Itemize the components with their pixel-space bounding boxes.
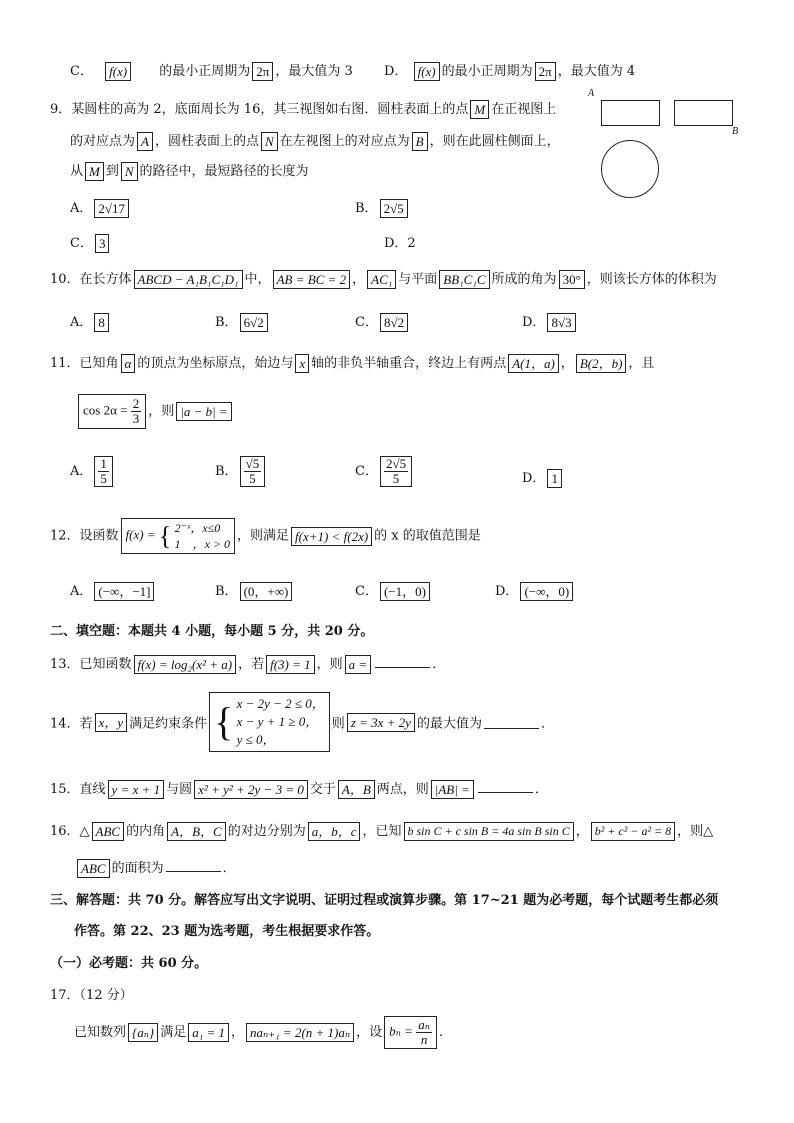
- math-box: y = x + 1: [108, 780, 165, 799]
- text: 与圆: [166, 782, 193, 797]
- math-box: x，y: [95, 713, 128, 732]
- q13: [50, 653, 445, 674]
- text: 在正视图上: [491, 102, 557, 117]
- text: 则: [331, 716, 345, 732]
- figure-label-b: B: [732, 126, 739, 137]
- math-box: BB₁C₁C: [439, 270, 489, 289]
- q8-option-c: [70, 60, 353, 81]
- math-box: N: [261, 132, 278, 151]
- answer-blank[interactable]: [484, 716, 539, 729]
- math-box: x² + y² + 2y − 3 = 0: [194, 780, 308, 799]
- text: ，则△: [677, 824, 714, 839]
- q11-option-a: [70, 456, 115, 487]
- q16-line-2: [75, 857, 236, 878]
- text: 的最小正周期为: [159, 64, 251, 79]
- math-box: 2π: [252, 62, 273, 81]
- text: 两点，则: [376, 782, 429, 797]
- option-label: D．: [522, 315, 546, 330]
- section-3-subheading: （一）必考题：共 60 分。: [50, 956, 208, 971]
- numerator: 2√5: [385, 456, 407, 471]
- text: 从: [70, 164, 84, 179]
- fraction: [384, 457, 408, 486]
- math-box: [380, 456, 412, 487]
- math-box: z = 3x + 2y: [347, 713, 415, 732]
- numerator: 1: [100, 456, 107, 471]
- math-box: ABC: [92, 822, 125, 841]
- text: 的内角: [126, 824, 166, 839]
- math-box: a₁ = 1: [188, 1023, 229, 1042]
- math-box: α: [121, 354, 136, 373]
- text: ．: [222, 861, 236, 876]
- q9-line-3: [70, 160, 309, 181]
- fraction: [131, 397, 142, 426]
- option-label: A．: [70, 464, 93, 479]
- option-label: C．: [355, 584, 378, 599]
- math-box: f(x) = log₂(x² + a): [134, 655, 237, 674]
- denominator: 5: [392, 471, 400, 486]
- cos-expression: cos 2α =: [83, 402, 128, 418]
- math-box: 30°: [559, 270, 585, 289]
- math-box: M: [85, 162, 104, 181]
- math-box: [94, 456, 113, 487]
- q10-option-d: [522, 311, 578, 332]
- math-box: a，b，c: [308, 822, 361, 841]
- text: 16．△: [50, 824, 90, 839]
- math-box: 1: [547, 469, 562, 488]
- math-box: [78, 394, 146, 429]
- fraction: [244, 457, 262, 486]
- option-label: D．: [522, 471, 546, 486]
- text: 的 x 的取值范围是: [374, 528, 481, 544]
- q9-line-1: [50, 98, 556, 119]
- text: 轴的非负半轴重合，终边上有两点: [311, 356, 507, 371]
- q11-option-b: [215, 456, 267, 487]
- math-box: A: [137, 132, 153, 151]
- q12-option-c: [355, 580, 432, 601]
- math-box: 6√2: [240, 313, 268, 332]
- text: 的最小正周期为: [441, 64, 533, 79]
- text: ，: [575, 824, 589, 839]
- math-box: naₙ₊₁ = 2(n + 1)aₙ: [246, 1023, 354, 1042]
- front-view-rect: [601, 100, 660, 126]
- q11-option-d: [522, 467, 564, 488]
- text: 满足: [160, 1025, 187, 1040]
- numerator: √5: [245, 456, 260, 471]
- answer-blank[interactable]: [375, 655, 430, 668]
- math-box: f(3) = 1: [266, 655, 315, 674]
- q17-heading: 17．（12 分）: [50, 988, 133, 1003]
- text: ，最大值为 4: [557, 64, 636, 79]
- text: ，: [560, 356, 574, 371]
- text: ，设: [356, 1025, 383, 1040]
- q8-option-d: [384, 60, 635, 81]
- text: 的最大值为: [416, 716, 482, 732]
- math-box: ABCD − A₁B₁C₁D₁: [134, 270, 243, 289]
- constraint-3: y ≤ 0，: [236, 732, 276, 747]
- text: 满足约束条件: [129, 716, 208, 732]
- math-box: (−1，0): [380, 582, 430, 601]
- constraint-2: x − y + 1 ≥ 0，: [236, 714, 319, 729]
- text: ，则: [148, 404, 175, 419]
- text: 与平面: [398, 272, 438, 287]
- math-box: [121, 518, 235, 554]
- q16-line-1: [50, 820, 713, 841]
- math-box: b² + c² − a² = 8: [591, 822, 675, 841]
- q9-option-a: [70, 197, 131, 218]
- q10-option-c: [355, 311, 410, 332]
- text: ．: [540, 716, 554, 732]
- numerator: aₙ: [418, 1017, 430, 1032]
- b-lhs: bₙ =: [389, 1023, 413, 1039]
- constraints: [237, 695, 325, 749]
- q11-condition: [76, 394, 234, 429]
- math-box: f(x+1) < f(2x): [291, 527, 372, 546]
- math-box: A，B: [338, 780, 375, 799]
- text: 12．设函数: [50, 528, 119, 544]
- q10-stem: [50, 268, 717, 289]
- option-label: C．: [355, 464, 378, 479]
- brace: {: [214, 699, 234, 744]
- text: ，则在此圆柱侧面上，: [429, 134, 560, 149]
- math-box: |AB| =: [431, 780, 474, 799]
- math-box: ABC: [77, 859, 110, 878]
- text: ．: [534, 782, 548, 797]
- option-label: B．: [355, 201, 378, 216]
- function-lhs: f(x) =: [125, 526, 156, 542]
- option-label: D．2: [384, 236, 416, 251]
- math-box: 2π: [535, 62, 556, 81]
- text: ．: [432, 657, 446, 672]
- q12-stem: [50, 518, 481, 554]
- q17-stem: [74, 1016, 443, 1049]
- math-box: f(x): [414, 62, 440, 81]
- text: 9．某圆柱的高为 2，底面周长为 16，其三视图如右图．圆柱表面上的点: [50, 102, 469, 117]
- math-box: x: [295, 354, 309, 373]
- figure-label-a: A: [588, 88, 595, 99]
- math-box: 8√2: [380, 313, 408, 332]
- math-box: 3: [95, 234, 110, 253]
- text: ，已知: [362, 824, 402, 839]
- math-box: [240, 456, 266, 487]
- option-label: D．: [384, 64, 408, 79]
- q12-option-b: [215, 580, 294, 601]
- fraction: [416, 1018, 432, 1047]
- text: 到: [105, 164, 119, 179]
- text: ，圆柱表面上的点: [154, 134, 259, 149]
- text: ，则该长方体的体积为: [586, 272, 717, 287]
- math-box: B: [412, 132, 428, 151]
- q9-option-d: [384, 232, 416, 251]
- text: ，最大值为 3: [275, 64, 353, 79]
- math-box: 2√17: [94, 199, 129, 218]
- option-label: A．: [70, 315, 93, 330]
- denominator: 5: [249, 471, 256, 486]
- text: 10．在长方体: [50, 272, 132, 287]
- q9-line-2: [70, 130, 560, 151]
- q15: [50, 778, 548, 799]
- math-box: AB = BC = 2: [273, 270, 351, 289]
- text: ，若: [238, 657, 265, 672]
- text: 所成的角为: [491, 272, 557, 287]
- math-box: (−∞，0): [520, 582, 573, 601]
- option-label: C．: [70, 64, 93, 79]
- math-box: (−∞，−1]: [94, 582, 154, 601]
- answer-blank[interactable]: [478, 780, 533, 793]
- math-box: 2√5: [380, 199, 408, 218]
- math-box: AC₁: [367, 270, 396, 289]
- text: 在左视图上的对应点为: [279, 134, 410, 149]
- option-label: B．: [215, 464, 238, 479]
- text: 15．直线: [50, 782, 106, 797]
- q11-stem: [50, 352, 654, 373]
- text: 13．已知函数: [50, 657, 132, 672]
- math-box: M: [470, 100, 489, 119]
- text: ，则满足: [237, 528, 290, 544]
- text: .: [438, 1025, 444, 1040]
- q10-option-a: [70, 311, 111, 332]
- math-box: f(x): [105, 62, 131, 81]
- section-3-heading-line-1: 三、解答题：共 70 分。解答应写出文字说明、证明过程或演算步骤。第 17~21 题为必考题，每个试题考生都必须: [50, 893, 719, 908]
- math-box: a =: [345, 655, 372, 674]
- option-label: B．: [215, 584, 238, 599]
- section-2-heading: 二、填空题：本题共 4 小题，每小题 5 分，共 20 分。: [50, 624, 374, 639]
- math-box: A，B，C: [167, 822, 226, 841]
- option-label: C．: [355, 315, 378, 330]
- math-box: |a − b| =: [176, 402, 231, 421]
- piecewise-cases: [175, 520, 230, 552]
- side-view-rect: [674, 100, 733, 126]
- denominator: 3: [132, 411, 140, 426]
- answer-blank[interactable]: [166, 859, 221, 872]
- text: 的对边分别为: [227, 824, 306, 839]
- text: 的顶点为坐标原点，始边与: [137, 356, 294, 371]
- option-label: B．: [215, 315, 238, 330]
- constraint-1: x − 2y − 2 ≤ 0，: [236, 696, 325, 711]
- math-box: {aₙ}: [128, 1023, 158, 1042]
- constraint-system: [209, 692, 330, 752]
- math-box: b sin C + c sin B = 4a sin B sin C: [404, 822, 574, 841]
- text: 中，: [244, 272, 271, 287]
- math-box: 8: [94, 313, 109, 332]
- option-label: A．: [70, 584, 93, 599]
- option-label: C．: [70, 236, 93, 251]
- numerator: 2: [132, 396, 140, 411]
- text: ，且: [628, 356, 655, 371]
- q9-option-b: [355, 197, 410, 218]
- q10-option-b: [215, 311, 270, 332]
- option-label: D．: [495, 584, 519, 599]
- q14: [50, 692, 554, 752]
- q9-option-c: [70, 232, 111, 253]
- math-box: N: [121, 162, 138, 181]
- q12-option-a: [70, 580, 156, 601]
- text: ，则: [316, 657, 343, 672]
- text: 的路径中，最短路径的长度为: [139, 164, 309, 179]
- math-box: (0，+∞): [240, 582, 293, 601]
- text: 11．已知角: [50, 356, 119, 371]
- denominator: n: [420, 1032, 428, 1047]
- math-box: B(2，b): [576, 354, 627, 373]
- math-box: A(1，a): [508, 354, 559, 373]
- option-label: A．: [70, 201, 93, 216]
- text: ，: [231, 1025, 245, 1040]
- text: 交于: [309, 782, 336, 797]
- text: 的面积为: [111, 861, 164, 876]
- top-view-circle: [601, 140, 659, 198]
- text: ，: [352, 272, 366, 287]
- denominator: 5: [100, 471, 107, 486]
- q11-option-c: [355, 456, 414, 487]
- case-1: 2⁻ˣ，x≤0: [174, 521, 221, 535]
- brace: {: [158, 521, 172, 551]
- q12-option-d: [495, 580, 575, 601]
- fraction: [98, 457, 109, 486]
- text: 14．若: [50, 716, 93, 732]
- math-box: [384, 1016, 437, 1049]
- text: 已知数列: [74, 1025, 127, 1040]
- section-3-heading-line-2: 作答。第 22、23 题为选考题，考生根据要求作答。: [74, 924, 380, 939]
- text: 的对应点为: [70, 134, 136, 149]
- case-2: 1 ，x > 0: [174, 537, 231, 551]
- math-box: 8√3: [547, 313, 575, 332]
